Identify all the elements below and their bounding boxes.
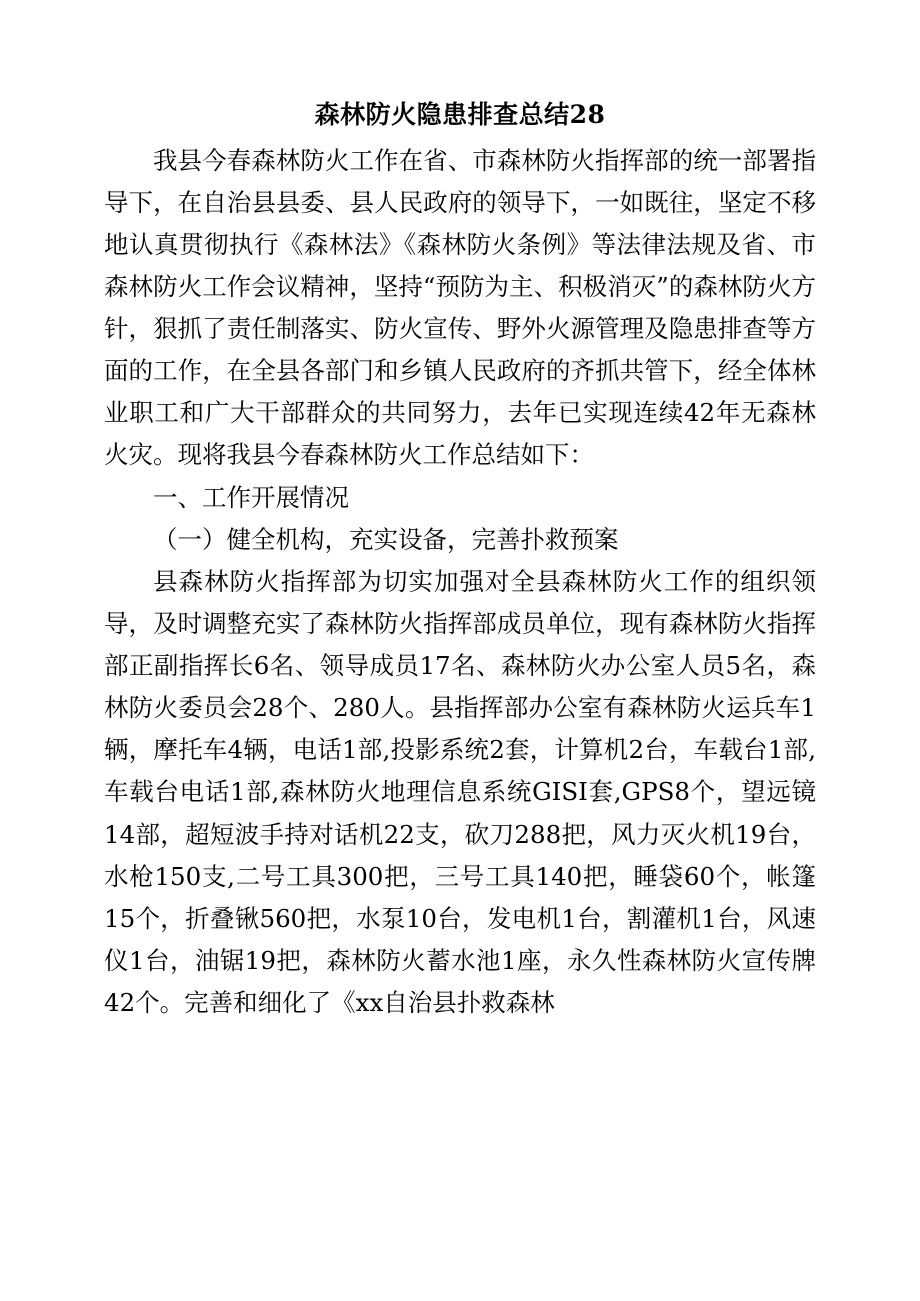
- paragraph-subsection-heading-1: （一）健全机构，充实设备，完善扑救预案: [153, 524, 619, 554]
- paragraph-section-heading-1: 一、工作开展情况: [153, 482, 349, 512]
- paragraph-body-1: 县森林防火指挥部为切实加强对全县森林防火工作的组织领导，及时调整充实了森林防火指挥部成员单位，现有森林防火指挥部正副指挥长6名、领导成员17名、森林防火办公室人员5名，森林防火委员会28个、280人。县指挥部办公室有森林防火运兵车1辆，摩托车4辆，电话1部,投影系统2套，计算机2台，车载台1部,车载台电话1部,森林防火地理信息系统GISI套,GPS8个，望远镜14部，超短波手持对话机22支，砍刀288把，风力灭火机19台，水枪150支,二号工具300把，三号工具140把，睡袋60个，帐篷15个，折叠锹560把，水泵10台，发电机1台，割灌机1台，风速仪1台，油锯19把，森林防火蓄水池1座，永久性森林防火宣传牌42个。完善和细化了《xx自治县扑救森林: [104, 566, 816, 1017]
- page-title: 森林防火隐患排查总结28: [314, 100, 606, 129]
- paragraph-intro: 我县今春森林防火工作在省、市森林防火指挥部的统一部署指导下，在自治县县委、县人民政府的领导下，一如既往，坚定不移地认真贯彻执行《森林法》《森林防火条例》等法律法规及省、市森林防火工作会议精神，坚持“预防为主、积极消灭”的森林防火方针，狠抓了责任制落实、防火宣传、野外火源管理及隐患排查等方面的工作，在全县各部门和乡镇人民政府的齐抓共管下，经全体林业职工和广大干部群众的共同努力，去年已实现连续42年无森林火灾。现将我县今春森林防火工作总结如下：: [104, 145, 816, 470]
